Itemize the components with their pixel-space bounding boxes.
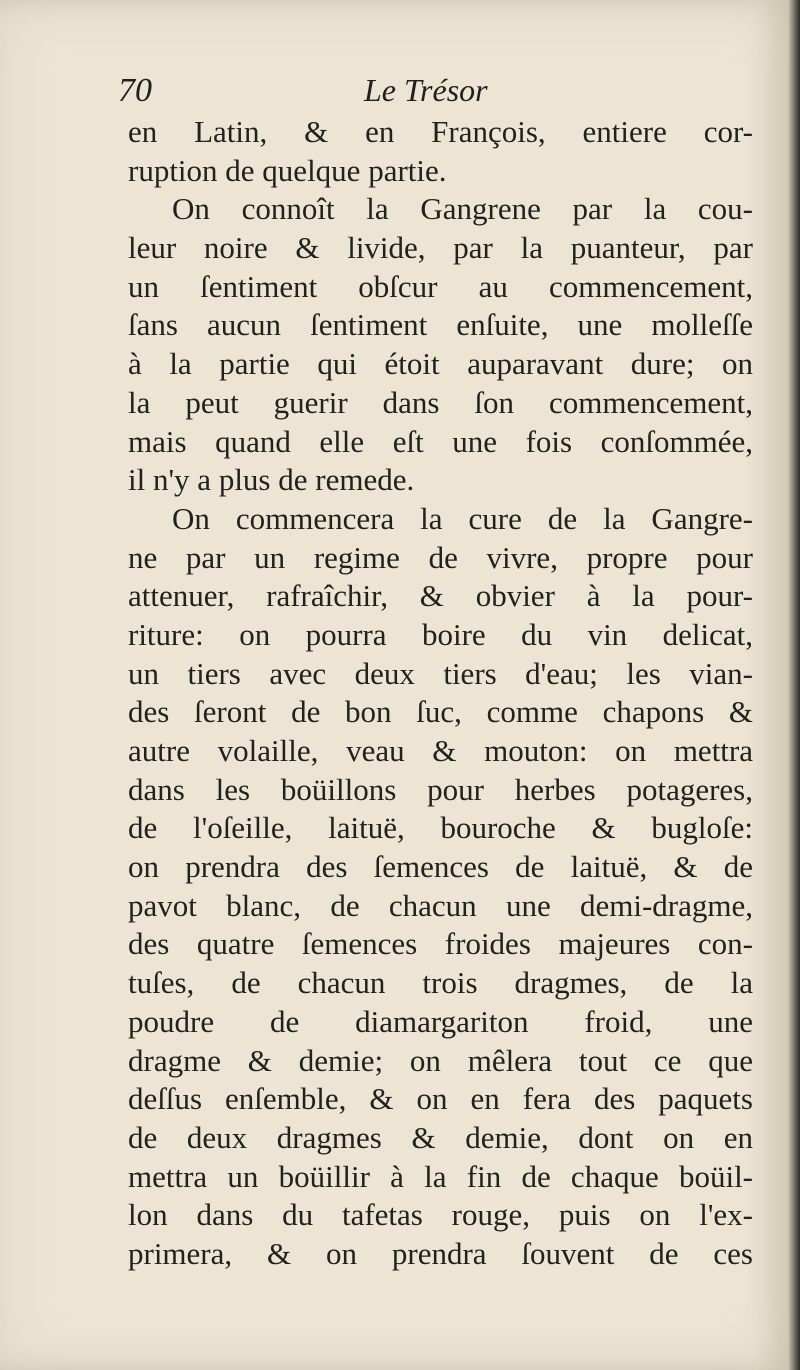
text-line: leur noire & livide, par la puanteur, par: [128, 230, 753, 266]
text-line: de deux dragmes & demie, dont on en: [128, 1119, 753, 1155]
text-line: tuſes, de chacun trois dragmes, de la: [128, 965, 753, 1001]
text-line: ne par un regime de vivre, propre pour: [128, 539, 753, 575]
text-line: mettra un boüillir à la fin de chaque boüil-: [128, 1158, 753, 1194]
text-line: de l'oſeille, laituë, bouroche & bugloſe:: [128, 810, 753, 846]
text-line: on prendra des ſemences de laituë, & de: [128, 849, 753, 885]
text-line: lon dans du tafetas rouge, puis on l'ex-: [128, 1197, 753, 1233]
text-line: primera, & on prendra ſouvent de ces: [128, 1235, 753, 1271]
text-line: un tiers avec deux tiers d'eau; les vian-: [128, 655, 753, 691]
text-line: dans les boüillons pour herbes potageres,: [128, 771, 753, 807]
page-header: [118, 70, 758, 114]
text-line: riture: on pourra boire du vin delicat,: [128, 616, 753, 652]
text-line: mais quand elle eſt une fois conſommée,: [128, 423, 753, 459]
text-line: ſans aucun ſentiment enſuite, une molleſſe: [128, 307, 753, 343]
text-line: des quatre ſemences froides majeures con-: [128, 926, 753, 962]
text-line: autre volaille, veau & mouton: on mettra: [128, 733, 753, 768]
text-line: On connoît la Gangrene par la cou-: [172, 191, 753, 227]
text-line: On commencera la cure de la Gangre-: [172, 500, 753, 536]
text-line: ruption de quelque partie.: [128, 152, 447, 188]
text-line: un ſentiment obſcur au commencement,: [128, 268, 753, 304]
text-line: des ſeront de bon ſuc, comme chapons &: [128, 694, 753, 730]
text-line: deſſus enſemble, & on en fera des paquets: [128, 1081, 753, 1117]
text-line: dragme & demie; on mêlera tout ce que: [128, 1042, 753, 1078]
running-title: Le Trésor: [364, 72, 488, 108]
text-line: attenuer, rafraîchir, & obvier à la pour-: [128, 578, 753, 614]
page-number: 70: [118, 72, 152, 109]
text-line: la peut guerir dans ſon commencement,: [128, 384, 753, 420]
text-line: poudre de diamargariton froid, une: [128, 1003, 753, 1039]
body-text: [128, 113, 753, 1274]
text-line: en Latin, & en François, entiere cor-: [128, 114, 753, 149]
text-line: il n'y a plus de remede.: [128, 462, 415, 498]
text-line: à la partie qui étoit auparavant dure; on: [128, 346, 753, 382]
page-gutter-edge: [788, 0, 800, 1370]
text-line: pavot blanc, de chacun une demi-dragme,: [128, 887, 753, 923]
